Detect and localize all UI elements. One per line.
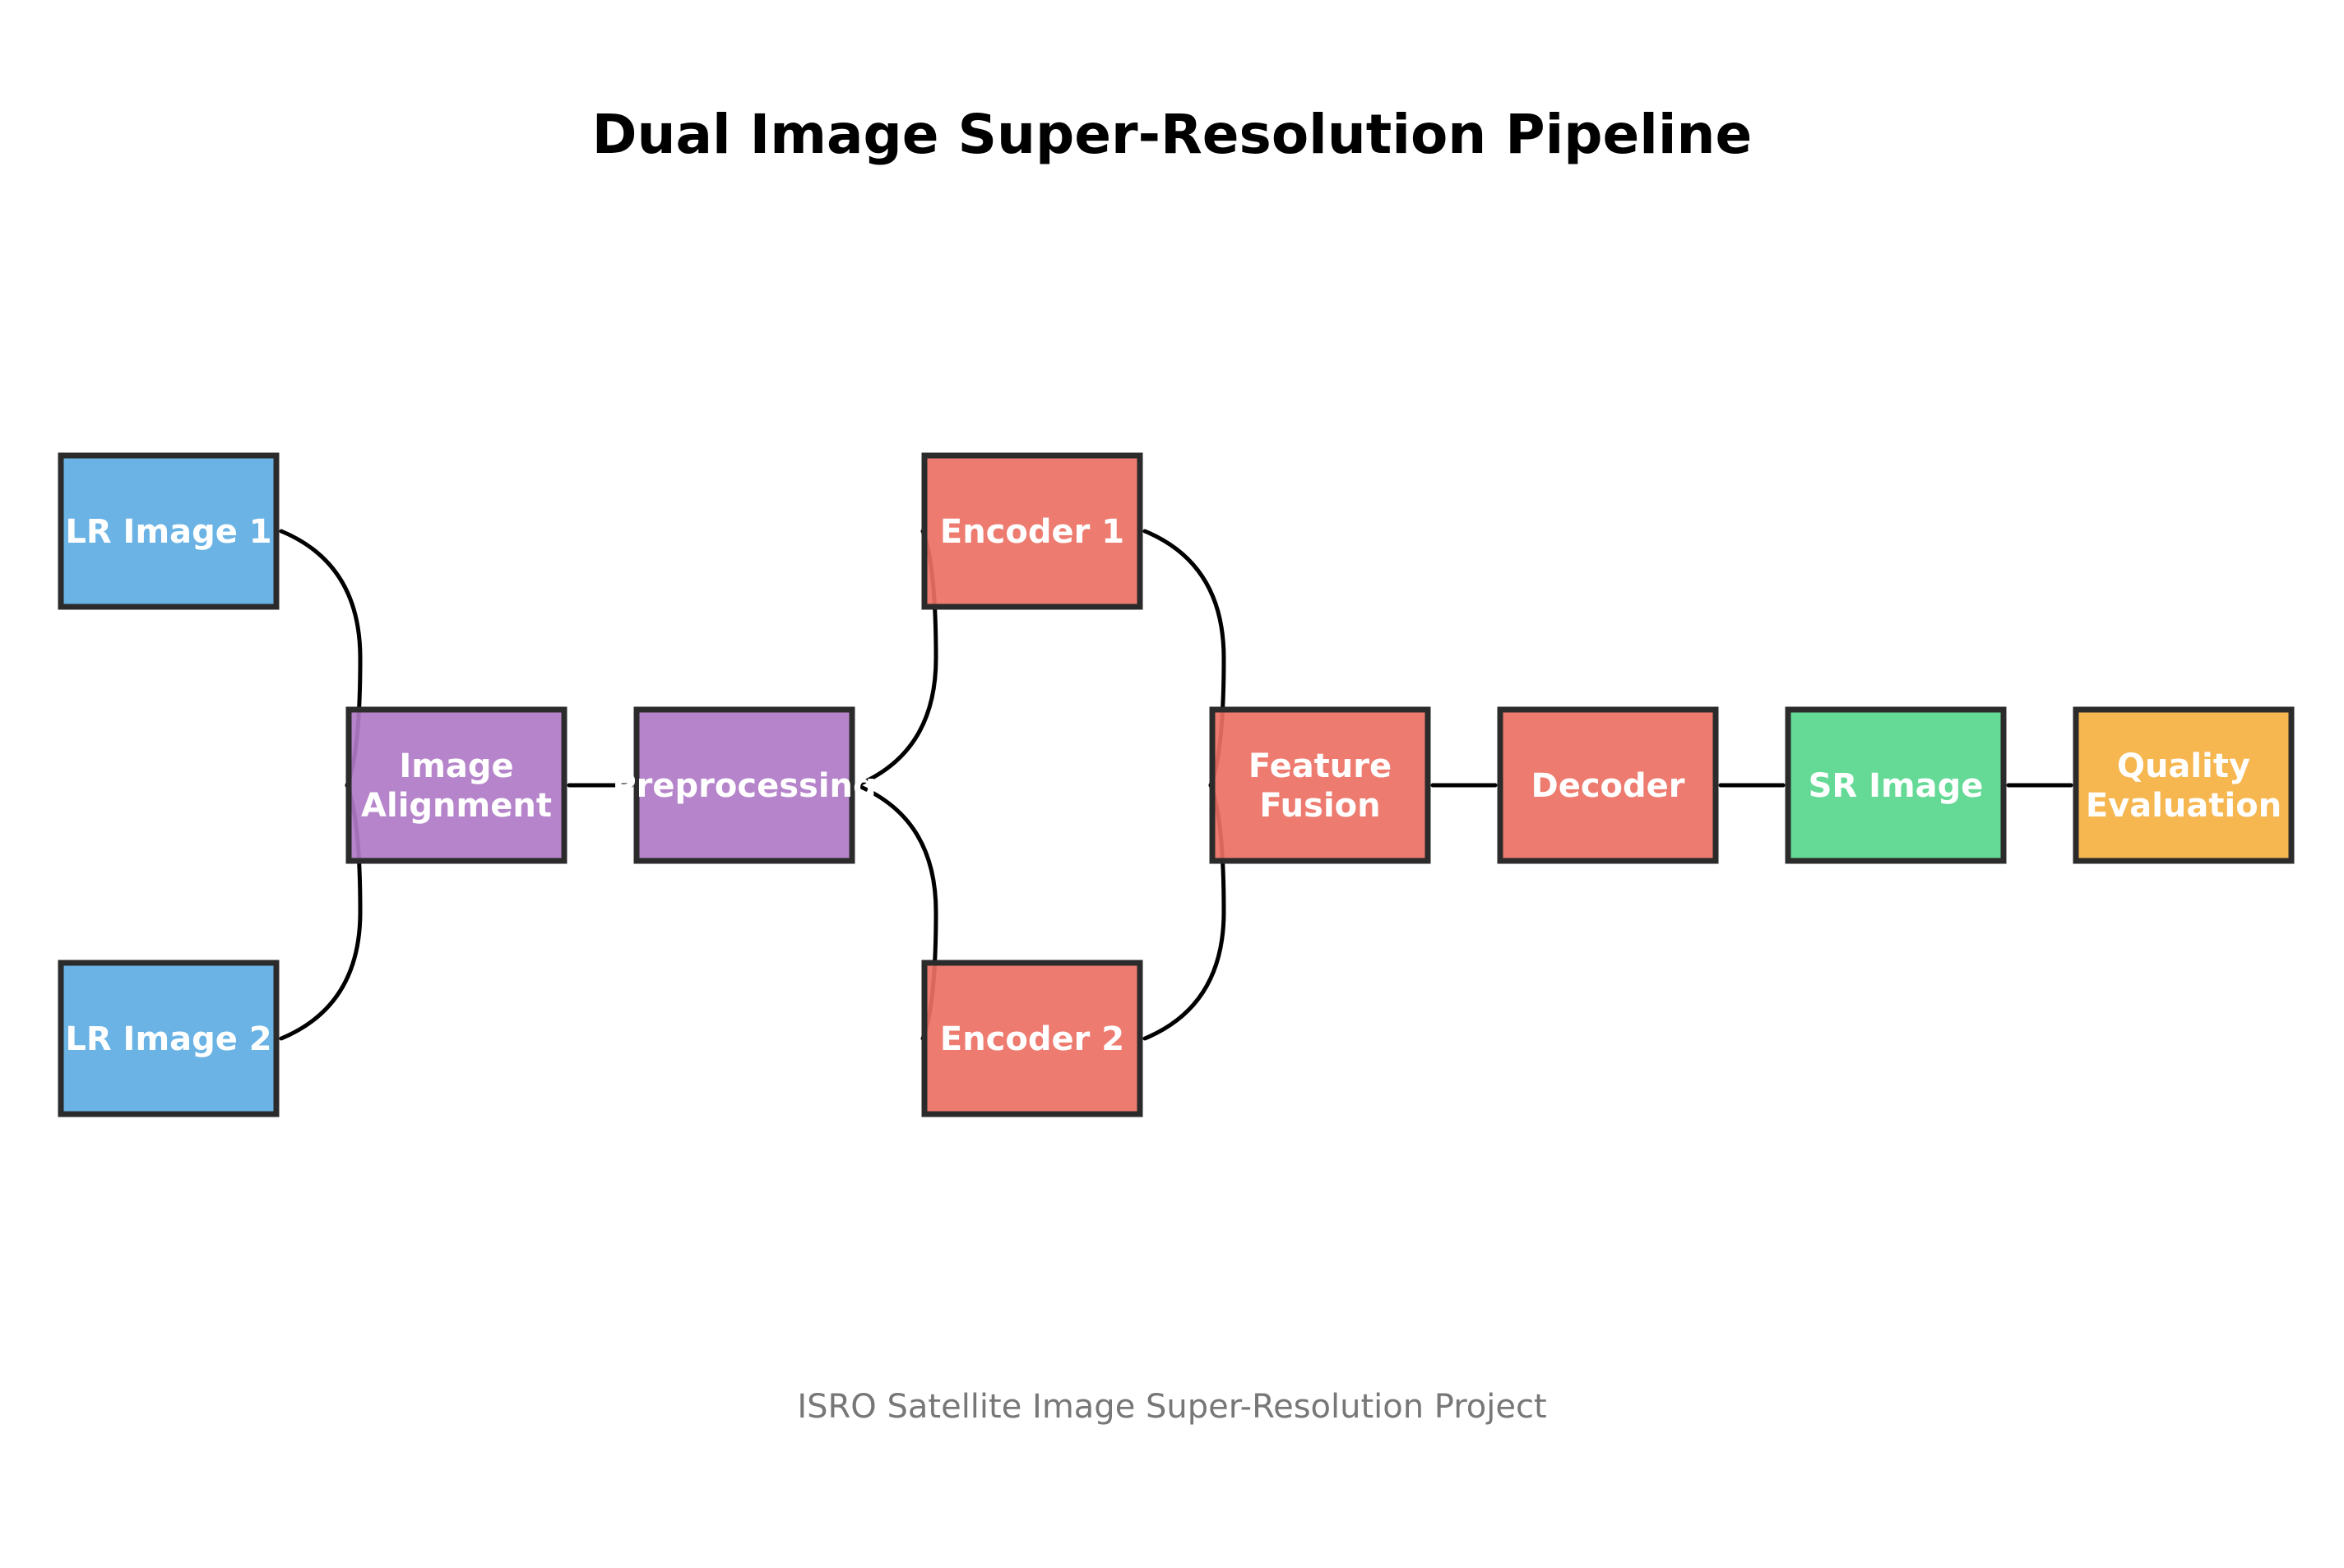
node-preprocessing-label: Preprocessing xyxy=(612,767,877,805)
node-lr-image-1 xyxy=(61,456,276,607)
node-sr-image xyxy=(1788,710,2004,861)
node-quality-evaluation-label: Quality xyxy=(2116,747,2251,785)
node-decoder xyxy=(1500,710,1716,861)
node-encoder-1 xyxy=(924,456,1140,607)
node-quality-evaluation-box xyxy=(2076,710,2291,861)
node-feature-fusion-label: Feature xyxy=(1248,747,1392,785)
node-sr-image-label: SR Image xyxy=(1808,767,1984,805)
node-quality-evaluation xyxy=(2076,710,2291,861)
node-image-alignment-box xyxy=(349,710,564,861)
node-lr-image-2-label: LR Image 2 xyxy=(65,1020,272,1058)
node-encoder-1-label: Encoder 1 xyxy=(939,513,1125,551)
node-image-alignment-label: Alignment xyxy=(361,787,552,825)
nodes-layer xyxy=(61,456,2291,1114)
node-encoder-2-label: Encoder 2 xyxy=(939,1020,1125,1058)
node-decoder-label: Decoder xyxy=(1531,767,1685,805)
node-quality-evaluation-label: Evaluation xyxy=(2085,787,2282,825)
page-title: Dual Image Super-Resolution Pipeline xyxy=(591,103,1753,166)
node-image-alignment-label: Image xyxy=(399,747,514,785)
node-lr-image-1-label: LR Image 1 xyxy=(65,513,272,551)
node-feature-fusion xyxy=(1212,710,1428,861)
node-feature-fusion-label: Fusion xyxy=(1259,787,1381,825)
node-preprocessing xyxy=(612,710,876,861)
node-image-alignment xyxy=(349,710,564,861)
node-feature-fusion-box xyxy=(1212,710,1428,861)
node-encoder-2 xyxy=(924,963,1140,1114)
footer-caption: ISRO Satellite Image Super-Resolution Project xyxy=(797,1388,1547,1426)
node-lr-image-2 xyxy=(61,963,276,1114)
